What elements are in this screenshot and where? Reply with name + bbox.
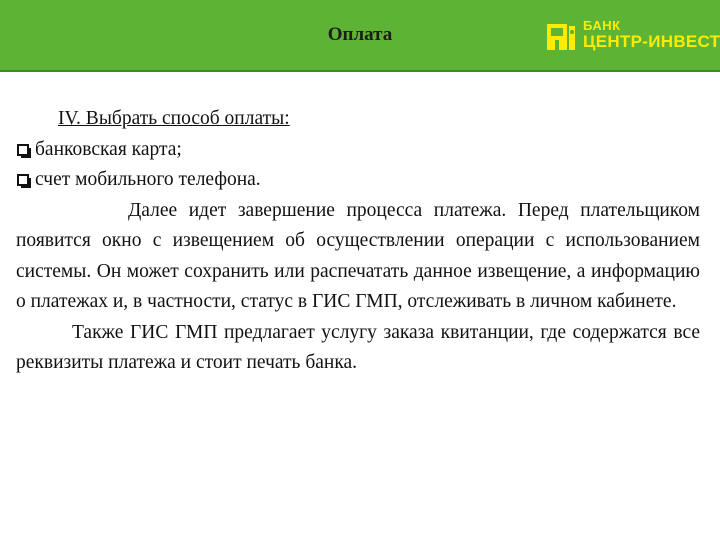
paragraph-receipt: Также ГИС ГМП предлагает услугу заказа квитанции, где содержатся все реквизиты платежа и стоит печать банка.: [16, 321, 700, 373]
slide-body: [16, 104, 700, 379]
header-bar: [0, 0, 720, 72]
checkbox-bullet-icon: [17, 144, 29, 156]
logo-text-top: БАНК: [583, 18, 621, 33]
list-item: [16, 135, 700, 166]
bank-logo-icon: [545, 20, 577, 54]
page-title: Оплата: [327, 24, 393, 45]
section-heading: [16, 104, 700, 135]
paragraph-completion: Далее идет завершение процесса платежа. Перед плательщиком появится окно с извещением об осуществлении операции с использованием системы. Он может сохранить или распечатать данное извещение, а информацию о платежах и, в частности, статус в ГИС ГМП, отслеживать в личном кабинете.: [16, 199, 700, 312]
list-item-text: счет мобильного телефона.: [35, 169, 261, 190]
list-item-text: банковская карта;: [35, 138, 182, 160]
bank-logo: [545, 18, 720, 58]
list-item: [16, 165, 700, 196]
checkbox-bullet-icon: [17, 174, 29, 186]
section-heading-text: IV. Выбрать способ оплаты:: [58, 108, 290, 129]
logo-text-main: ЦЕНТР-ИНВЕСТ: [583, 32, 720, 51]
